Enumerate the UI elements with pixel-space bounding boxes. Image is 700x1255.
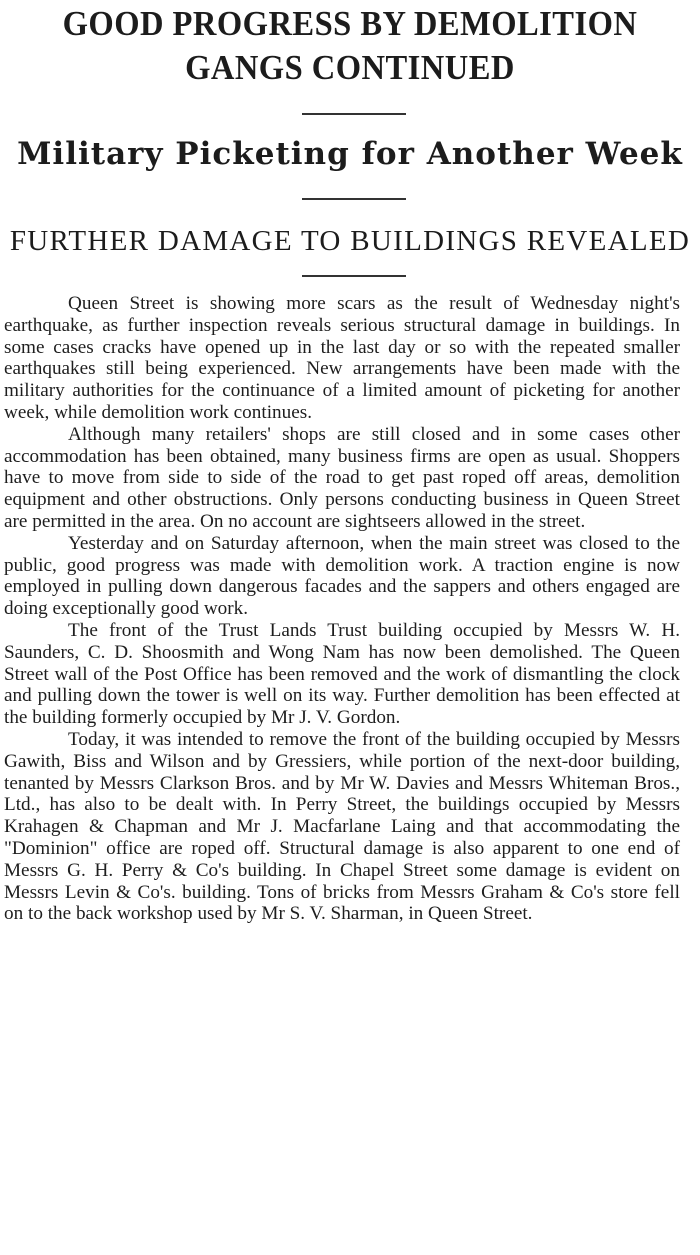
- article-paragraph: The front of the Trust Lands Trust building occupied by Messrs W. H. Saunders, C. D. Shoosmith and Wong Nam has now been demolished. The Queen Street wall of the Post Office has been removed and the work of dismantling the clock and pulling down the tower is well on its way. Further demolition has been effected at the building formerly occupied by Mr J. V. Gordon.: [4, 619, 680, 729]
- divider-rule: [302, 198, 406, 200]
- article-body: [4, 293, 680, 925]
- divider-rule: [302, 113, 406, 115]
- article-paragraph: Yesterday and on Saturday afternoon, when the main street was closed to the public, good progress was made with demolition work. A traction engine is now employed in pulling down dangerous facades and the sappers and others engaged are doing exceptionally good work.: [4, 532, 680, 620]
- deck-headline: FURTHER DAMAGE TO BUILDINGS REVEALED: [9, 225, 691, 257]
- subheadline: Military Picketing for Another Week: [17, 136, 683, 172]
- article-paragraph: Queen Street is showing more scars as the result of Wednesday night's earthquake, as further inspection reveals serious structural damage in buildings. In some cases cracks have opened up in the last day or so with the repeated smaller earthquakes still being experienced. New arrangements have been made with the military authorities for the continuance of a limited amount of picketing for another week, while demolition work continues.: [4, 293, 680, 423]
- article-paragraph: Although many retailers' shops are still closed and in some cases other accommodation has been obtained, many business firms are open as usual. Shoppers have to move from side to side of the road to get past roped off areas, demolition equipment and other obstructions. Only persons conducting business in Queen Street are permitted in the area. On no account are sightseers allowed in the street.: [4, 423, 680, 532]
- divider-rule: [302, 275, 406, 277]
- headline: GOOD PROGRESS BY DEMOLITION GANGS CONTINUED: [62, 4, 638, 87]
- article-paragraph: Today, it was intended to remove the front of the building occupied by Messrs Gawith, Biss and Wilson and by Gressiers, while portion of the next-door building, tenanted by Messrs Clarkson Bros. and by Mr W. Davies and Messrs Whiteman Bros., Ltd., has also to be dealt with. In Perry Street, the buildings occupied by Messrs Krahagen & Chapman and Mr J. Macfarlane Laing and that accommodating the "Dominion" office are roped off. Structural damage is also apparent to one end of Messrs G. H. Perry & Co's building. In Chapel Street some damage is evident on Messrs Levin & Co's. building. Tons of bricks from Messrs Graham & Co's store fell on to the back workshop used by Mr S. V. Sharman, in Queen Street.: [4, 728, 680, 925]
